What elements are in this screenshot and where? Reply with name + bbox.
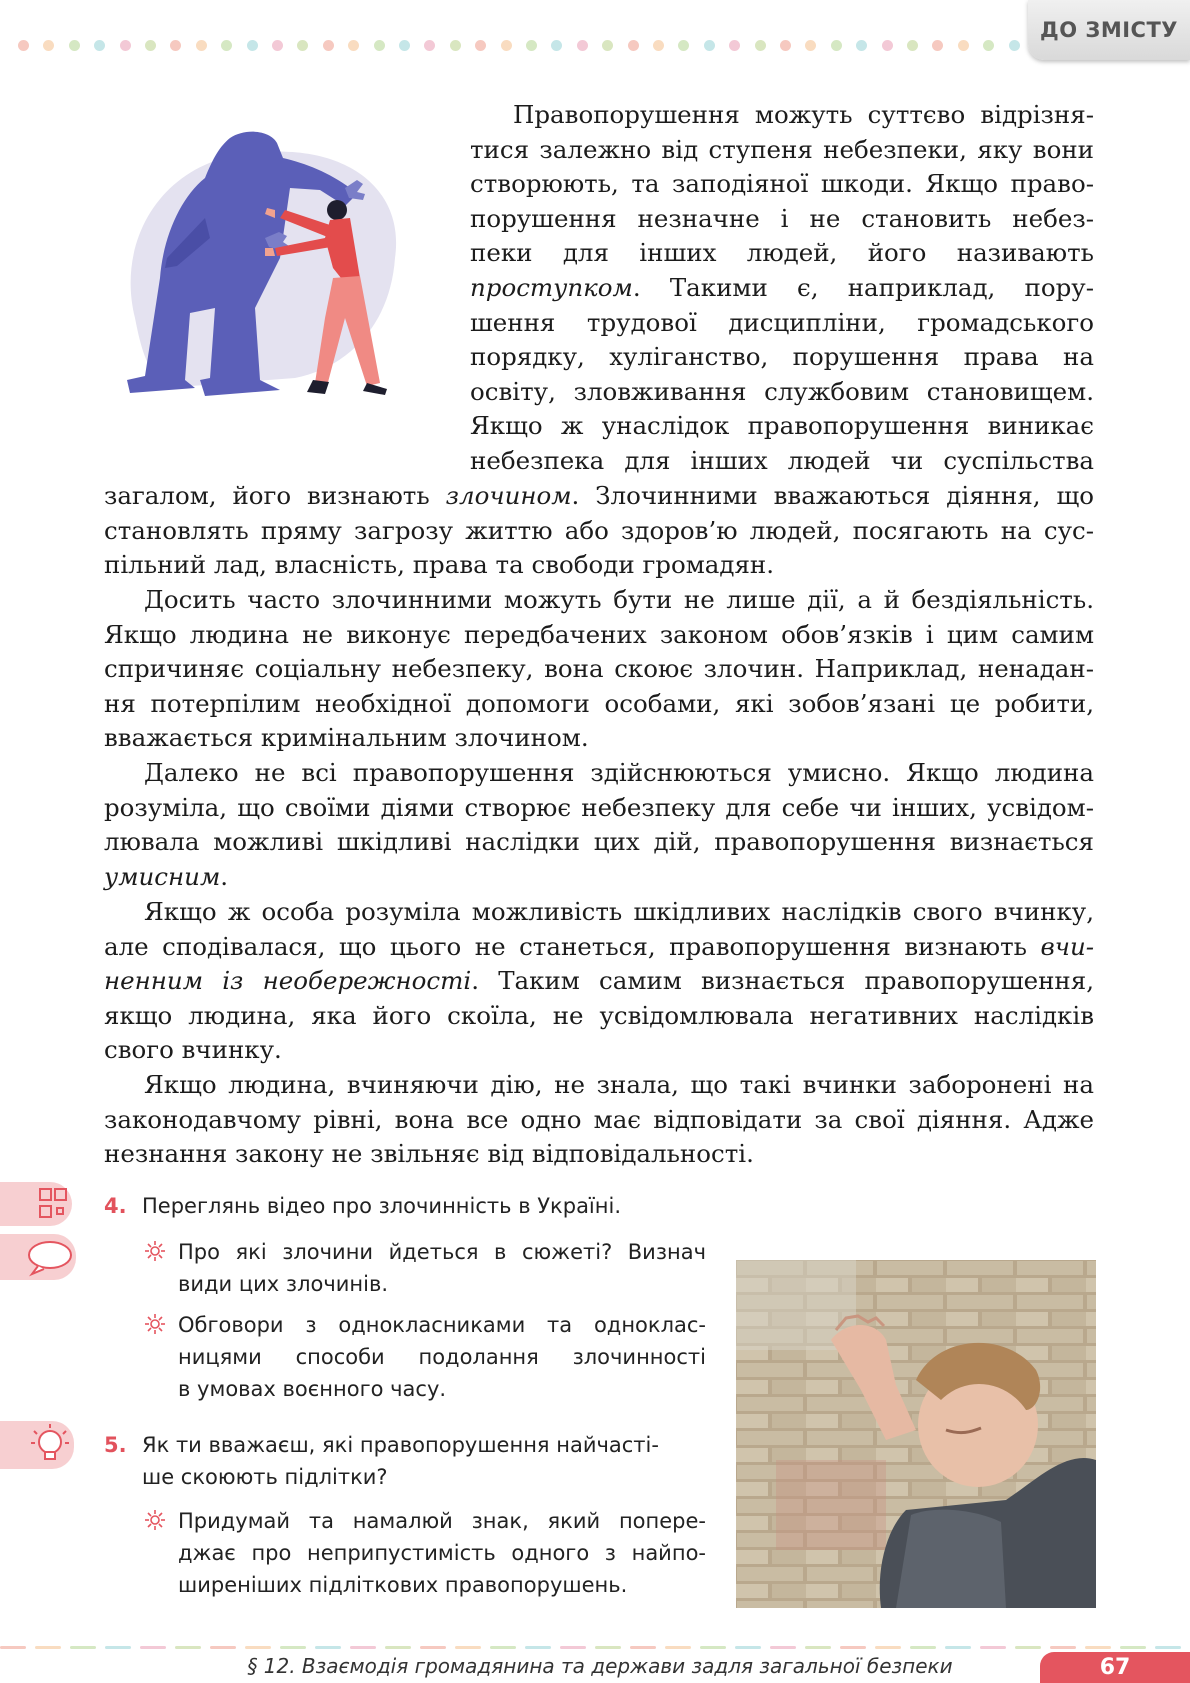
dot: [399, 40, 410, 51]
text-line: [470, 271, 1094, 306]
dot: [196, 40, 207, 51]
text-line: [104, 964, 1094, 999]
paragraph-offenses-intro: [470, 98, 1094, 479]
text-line: Якщо людина не виконує передбачених законом обов’язків і цим самим: [104, 619, 1094, 649]
sun-bullet-icon: [144, 1309, 166, 1341]
dash: [490, 1646, 516, 1649]
dot: [653, 40, 664, 51]
page-number: 67: [1040, 1652, 1190, 1683]
dot: [221, 40, 232, 51]
dot: [983, 40, 994, 51]
dot: [69, 40, 80, 51]
dot: [120, 40, 131, 51]
dash: [35, 1646, 61, 1649]
dot: [932, 40, 943, 51]
text-line: Якщо ж унаслідок правопорушення виникає: [470, 411, 1094, 441]
dot: [577, 40, 588, 51]
dash: [105, 1646, 131, 1649]
bullet-line: Про які злочини йдеться в сюжеті? Визнач: [178, 1240, 706, 1264]
text-line: тися залежно від ступеня небезпеки, яку вони: [470, 134, 1094, 164]
text-line: законодавчому рівні, вона все одно має відповідати за свої діяння. Адже: [104, 1104, 1094, 1134]
dash: [140, 1646, 166, 1649]
dash: [315, 1646, 341, 1649]
text-line: [104, 860, 1094, 895]
qr-glyph: [0, 1182, 72, 1226]
dot: [551, 40, 562, 51]
dot: [704, 40, 715, 51]
dot: [755, 40, 766, 51]
top-dots-decoration: [18, 40, 1038, 52]
dot: [526, 40, 537, 51]
dot: [678, 40, 689, 51]
text-line: освіту, зловживання службовим становищем.: [470, 376, 1094, 406]
text-line: шення трудової дисципліни, громадського: [470, 307, 1094, 337]
conflict-illustration: [105, 118, 455, 433]
dash: [875, 1646, 901, 1649]
text-line: вважається кримінальним злочином.: [104, 723, 589, 753]
dot: [348, 40, 359, 51]
text-fragment: загалом, його визнають: [104, 481, 446, 510]
boy-at-brick-wall-photo: [736, 1260, 1096, 1608]
text-line: свого вчинку.: [104, 1035, 282, 1065]
task-text: Як ти вважаєш, які правопорушення найчасті-: [142, 1433, 659, 1457]
dash: [630, 1646, 656, 1649]
table-of-contents-button[interactable]: ДО ЗМІСТУ: [1028, 0, 1190, 60]
task-text: ше скоюють підлітки?: [142, 1465, 388, 1489]
bullet-line: Обговори з однокласниками та одноклас-: [178, 1313, 706, 1337]
dash: [910, 1646, 936, 1649]
paragraph-offenses-intro-cont: [104, 479, 1094, 583]
task-5: [104, 1429, 714, 1493]
dash: [455, 1646, 481, 1649]
dash: [525, 1646, 551, 1649]
dash: [665, 1646, 691, 1649]
sun-bullet-icon: [144, 1236, 166, 1268]
lightbulb-glyph: [0, 1421, 74, 1469]
dot: [882, 40, 893, 51]
task-4-bullet-1: [178, 1236, 706, 1300]
dash: [770, 1646, 796, 1649]
dash: [805, 1646, 831, 1649]
bullet-line: види цих злочинів.: [178, 1272, 389, 1296]
dash: [560, 1646, 586, 1649]
paragraph-inaction: [104, 583, 1094, 756]
text-line: Далеко не всі правопорушення здійснюються умисно. Якщо людина: [144, 758, 1094, 787]
dot: [602, 40, 613, 51]
dash: [595, 1646, 621, 1649]
text-line: [104, 479, 1094, 514]
text-line: становлять пряму загрозу життю або здоров’ю людей, посягають на сус-: [104, 515, 1094, 545]
discussion-icon: [0, 1234, 76, 1280]
dot: [43, 40, 54, 51]
dash: [980, 1646, 1006, 1649]
dot: [424, 40, 435, 51]
term-intentional: умисним: [104, 861, 221, 891]
term-negligence: ненним із необережності: [104, 966, 472, 996]
section-title-footer: § 12. Взаємодія громадянина та держави задля загальної безпеки: [247, 1654, 953, 1678]
task-text: Переглянь відео про злочинність в Україні.: [142, 1194, 622, 1218]
bullet-line: джає про неприпустимість одного з найпо-: [178, 1541, 706, 1565]
dot: [272, 40, 283, 51]
text-fragment: . Таким самим визнається правопорушення,: [471, 966, 1094, 996]
dash: [280, 1646, 306, 1649]
dash: [70, 1646, 96, 1649]
speech-bubble-glyph: [0, 1234, 76, 1280]
qr-code-icon[interactable]: [0, 1182, 72, 1226]
dash: [1120, 1646, 1146, 1649]
dot: [805, 40, 816, 51]
task-number: 4.: [104, 1194, 127, 1218]
text-line: Правопорушення можуть суттєво відрізня-: [513, 100, 1094, 129]
text-line: небезпека для інших людей чи суспільства: [470, 445, 1094, 475]
dash: [385, 1646, 411, 1649]
dot: [297, 40, 308, 51]
text-line: створюють, та заподіяної шкоди. Якщо право-: [470, 169, 1094, 199]
dot: [374, 40, 385, 51]
text-line: ня потерпілим необхідної допомоги особами, які зобов’язані це робити,: [104, 688, 1094, 718]
text-fragment: . Злочинними вважаються діяння, що: [571, 481, 1094, 510]
dash: [1015, 1646, 1041, 1649]
term-crime: злочином: [445, 481, 572, 510]
lightbulb-icon: [0, 1421, 74, 1469]
dot: [501, 40, 512, 51]
dash: [420, 1646, 446, 1649]
dot: [958, 40, 969, 51]
text-line: спричиняє соціальну небезпеку, вона скоює злочин. Наприклад, ненадан-: [104, 654, 1094, 684]
text-line: лювала можливі шкідливі наслідки цих дій, правопорушення визнається: [104, 827, 1094, 857]
sun-bullet-icon: [144, 1505, 166, 1537]
dot: [856, 40, 867, 51]
bottom-dashes-decoration: [0, 1646, 1190, 1650]
dash: [735, 1646, 761, 1649]
text-line: якщо людина, яка його скоїла, не усвідомлювала негативних наслідків: [104, 1000, 1094, 1030]
paragraph-ignorance-of-law: [104, 1068, 1094, 1172]
dash: [700, 1646, 726, 1649]
dash: [945, 1646, 971, 1649]
dash: [350, 1646, 376, 1649]
text-line: розуміла, що своїми діями створює небезпеку для себе чи інших, усвідом-: [104, 792, 1094, 822]
task-5-bullet-1: [178, 1505, 706, 1601]
dot: [94, 40, 105, 51]
dot: [145, 40, 156, 51]
dash: [1085, 1646, 1111, 1649]
dot: [831, 40, 842, 51]
dot: [18, 40, 29, 51]
term-misdemeanor: проступком: [470, 272, 633, 302]
dot: [247, 40, 258, 51]
bullet-line: в умовах воєнного часу.: [178, 1377, 447, 1401]
dot: [628, 40, 639, 51]
dash: [1050, 1646, 1076, 1649]
dot: [907, 40, 918, 51]
dot: [729, 40, 740, 51]
dash: [210, 1646, 236, 1649]
text-line: [104, 930, 1094, 965]
dash: [840, 1646, 866, 1649]
text-line: Досить часто злочинними можуть бути не лише дії, а й бездіяльність.: [144, 585, 1094, 614]
term-negligence-start: вчи-: [1040, 931, 1094, 961]
text-line: незнання закону не звільняє від відповідальності.: [104, 1139, 754, 1169]
dot: [450, 40, 461, 51]
text-line: порушення незначне і не становить небез-: [470, 203, 1094, 233]
dash: [245, 1646, 271, 1649]
bullet-line: ницями способи подолання злочинності: [178, 1345, 706, 1369]
task-4-bullet-2: [178, 1309, 706, 1405]
dash: [1155, 1646, 1181, 1649]
text-fragment: . Такими є, наприклад, пору-: [632, 272, 1094, 302]
task-number: 5.: [104, 1433, 127, 1457]
paragraph-negligence: [104, 895, 1094, 1068]
dot: [780, 40, 791, 51]
text-line: порядку, хуліганство, порушення права на: [470, 342, 1094, 372]
text-line: пільний лад, власність, права та свободи громадян.: [104, 550, 775, 580]
dot: [475, 40, 486, 51]
text-line: пеки для інших людей, його називають: [470, 238, 1094, 268]
dash: [175, 1646, 201, 1649]
text-fragment: .: [220, 861, 229, 891]
dot: [323, 40, 334, 51]
text-fragment: але сподівалася, що цього не станеться, правопорушення визнають: [104, 931, 1041, 961]
text-line: Якщо ж особа розуміла можливість шкідливих наслідків свого вчинку,: [144, 897, 1094, 926]
text-line: Якщо людина, вчиняючи дію, не знала, що такі вчинки заборонені на: [144, 1070, 1094, 1099]
task-4: [104, 1190, 704, 1222]
dot: [1009, 40, 1020, 51]
dash: [0, 1646, 26, 1649]
paragraph-intentional: [104, 756, 1094, 894]
dot: [170, 40, 181, 51]
bullet-line: Придумай та намалюй знак, який попере-: [178, 1509, 706, 1533]
bullet-line: ширеніших підліткових правопорушень.: [178, 1573, 628, 1597]
